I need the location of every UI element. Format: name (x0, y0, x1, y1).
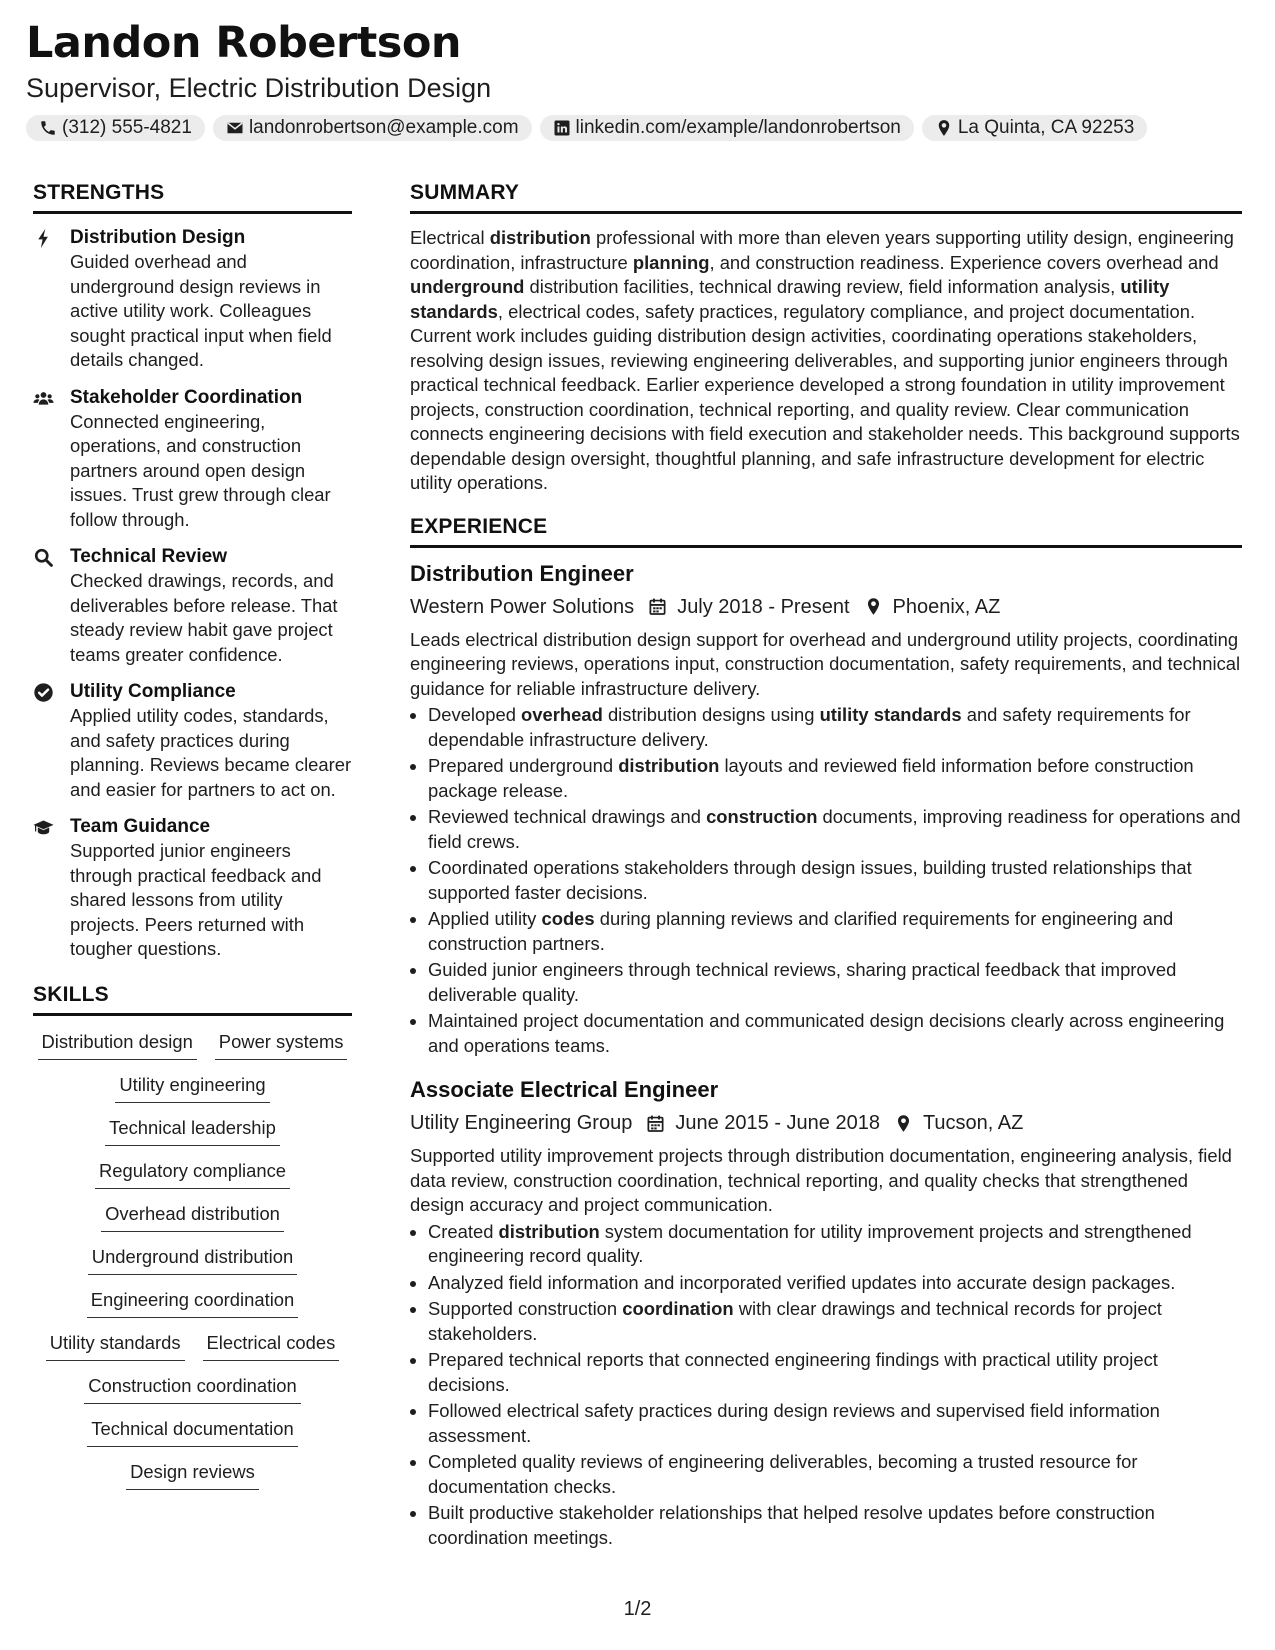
strength-desc: Supported junior engineers through practical feedback and shared lessons from utility projects. Peers returned with tougher questions. (70, 840, 322, 960)
summary-heading: SUMMARY (410, 180, 1242, 214)
right-column (410, 180, 1242, 1552)
strength-title: Utility Compliance (70, 681, 236, 703)
experience-heading: EXPERIENCE (410, 514, 1242, 548)
contact-bar (26, 115, 1147, 141)
job-company: Utility Engineering Group (410, 1112, 633, 1135)
bold-keyword: construction (706, 806, 818, 828)
job-dates: July 2018 - Present (677, 595, 850, 618)
job-meta (410, 594, 1242, 620)
strength-desc: Checked drawings, records, and deliverables before release. That steady review habit gave project teams greater confidence. (70, 570, 338, 665)
page-number: 1/2 (623, 1598, 652, 1620)
skill-tag: Design reviews (126, 1458, 259, 1490)
candidate-title: Supervisor, Electric Distribution Design (26, 73, 492, 103)
job-summary: Leads electrical distribution design support for overhead and underground utility projects, coordinating engineering reviews, operations input, construction documentation, safety requirements, and technical guidance for reliable infrastructure delivery. (410, 628, 1241, 699)
bullet-item: • Followed electrical safety practices during design reviews and supervised field information assessment. (428, 1399, 1242, 1448)
skill-tag: Utility standards (46, 1329, 185, 1361)
strength-item (33, 226, 352, 373)
map-pin-icon (894, 1114, 913, 1133)
bold-keyword: coordination (622, 1298, 734, 1320)
summary-text: Electrical distribution professional with more than eleven years supporting utility design, engineering coordination, infrastructure planning, and construction readiness. Experience covers overhead and underground distribution facilities, technical drawing review, field information analysis, utility standards, electrical codes, safety practices, regulatory compliance, and project documentation. Current work includes guiding distribution design activities, coordinating operations stakeholders, resolving design issues, reviewing engineering deliverables, and supporting junior engineers through practical technical feedback. Earlier experience developed a strong foundation in utility improvement projects, construction coordination, technical reporting, and quality review. Clear communication connects engineering decisions with field execution and stakeholder needs. This background supports dependable design oversight, thoughtful planning, and safe infrastructure development for electric utility operations. (410, 227, 1240, 494)
bold-keyword: utility standards (819, 704, 962, 726)
phone-icon (39, 119, 57, 137)
strength-title: Stakeholder Coordination (70, 386, 303, 408)
strength-title: Team Guidance (70, 816, 211, 838)
bullet-item: • Reviewed technical drawings and construction documents, improving readiness for operations and field crews. (428, 805, 1242, 854)
map-pin-icon (935, 119, 953, 137)
phone-link[interactable] (26, 115, 205, 141)
skill-tag: Technical documentation (87, 1415, 297, 1447)
lightning-bolt-icon (33, 228, 54, 249)
map-pin-icon (864, 597, 883, 616)
users-icon (33, 388, 54, 409)
email-text: landonrobertson@example.com (248, 117, 519, 138)
bullet-item: • Supported construction coordination with clear drawings and technical records for project stakeholders. (428, 1297, 1242, 1346)
bullet-item: • Analyzed field information and incorporated verified updates into accurate design packages. (428, 1271, 1242, 1296)
job-company: Western Power Solutions (410, 595, 635, 618)
job-entry (410, 1076, 1242, 1550)
bullet-item: • Guided junior engineers through technical reviews, sharing practical feedback that improved deliverable quality. (428, 958, 1242, 1007)
candidate-name: Landon Robertson (26, 18, 462, 68)
bullet-item: • Maintained project documentation and communicated design decisions clearly across engineering and operations teams. (428, 1009, 1242, 1058)
skills-list (33, 1028, 352, 1490)
calendar-icon (646, 1114, 665, 1133)
left-column (33, 180, 352, 1490)
graduation-cap-icon (33, 817, 54, 838)
strength-item (33, 545, 352, 667)
search-icon (33, 547, 54, 568)
bullet-item: • Prepared technical reports that connected engineering findings with practical utility project decisions. (428, 1348, 1242, 1397)
job-location: Phoenix, AZ (892, 595, 1001, 618)
strength-title: Distribution Design (70, 227, 246, 249)
skill-tag: Overhead distribution (101, 1200, 284, 1232)
location-text: La Quinta, CA 92253 (957, 117, 1135, 138)
job-meta (410, 1110, 1242, 1136)
job-title: Distribution Engineer (410, 560, 634, 586)
linkedin-text: linkedin.com/example/landonrobertson (575, 117, 901, 138)
bullet-item: • Created distribution system documentation for utility improvement projects and strengthened engineering record quality. (428, 1220, 1242, 1269)
skill-tag: Utility engineering (115, 1071, 269, 1103)
strength-title: Technical Review (70, 546, 227, 568)
strength-desc: Connected engineering, operations, and construction partners around open design issues. Trust grew through clear follow through. (70, 410, 331, 530)
bullet-item: • Coordinated operations stakeholders through design issues, building trusted relationships that supported faster decisions. (428, 856, 1242, 905)
bold-keyword: distribution (498, 1220, 600, 1242)
skill-tag: Power systems (215, 1028, 348, 1060)
bullet-item: • Developed overhead distribution designs using utility standards and safety requirements for dependable infrastructure delivery. (428, 703, 1242, 752)
envelope-icon (226, 119, 244, 137)
strength-item (33, 386, 352, 533)
job-summary: Supported utility improvement projects through distribution documentation, engineering analysis, field data review, construction coordination, technical reporting, and quality checks that strengthened design accuracy and project communication. (410, 1145, 1232, 1216)
skill-tag: Construction coordination (84, 1372, 301, 1404)
calendar-icon (648, 597, 667, 616)
skill-tag: Technical leadership (105, 1114, 280, 1146)
strength-item (33, 815, 352, 962)
strength-desc: Applied utility codes, standards, and safety practices during planning. Reviews became clearer and easier for partners to act on. (70, 705, 352, 800)
strength-item (33, 680, 352, 802)
skill-tag: Underground distribution (88, 1243, 297, 1275)
skill-tag: Regulatory compliance (95, 1157, 290, 1189)
skill-tag: Electrical codes (203, 1329, 340, 1361)
check-circle-icon (33, 682, 54, 703)
bullet-item: • Prepared underground distribution layouts and reviewed field information before construction package release. (428, 754, 1242, 803)
skill-tag: Engineering coordination (87, 1286, 298, 1318)
linkedin-link[interactable] (540, 115, 914, 141)
bold-keyword: utility standards (410, 276, 1170, 322)
skills-heading: SKILLS (33, 982, 352, 1016)
phone-text: (312) 555-4821 (62, 117, 192, 138)
skill-tag: Distribution design (38, 1028, 197, 1060)
linkedin-icon (553, 119, 571, 137)
bold-keyword: distribution (489, 227, 591, 249)
bold-keyword: overhead (521, 704, 603, 726)
location-chip[interactable] (922, 115, 1147, 141)
bold-keyword: distribution (618, 755, 720, 777)
bullet-item: • Completed quality reviews of engineering deliverables, becoming a trusted resource for documentation checks. (428, 1450, 1242, 1499)
job-location: Tucson, AZ (922, 1112, 1024, 1135)
strength-desc: Guided overhead and underground design reviews in active utility work. Colleagues sought practical input when field details changed. (70, 251, 332, 371)
job-entry (410, 560, 1242, 1059)
bullet-item: • Applied utility codes during planning reviews and clarified requirements for engineering and construction partners. (428, 907, 1242, 956)
job-dates: June 2015 - June 2018 (675, 1112, 880, 1135)
bold-keyword: planning (632, 251, 710, 273)
bold-keyword: underground (410, 276, 525, 298)
job-bullets (410, 1220, 1242, 1551)
email-link[interactable] (213, 115, 532, 141)
bullet-item: • Built productive stakeholder relationships that helped resolve updates before construction coordination meetings. (428, 1501, 1242, 1550)
job-bullets (410, 703, 1242, 1058)
bold-keyword: codes (541, 908, 595, 930)
strengths-heading: STRENGTHS (33, 180, 352, 214)
job-title: Associate Electrical Engineer (410, 1077, 719, 1103)
